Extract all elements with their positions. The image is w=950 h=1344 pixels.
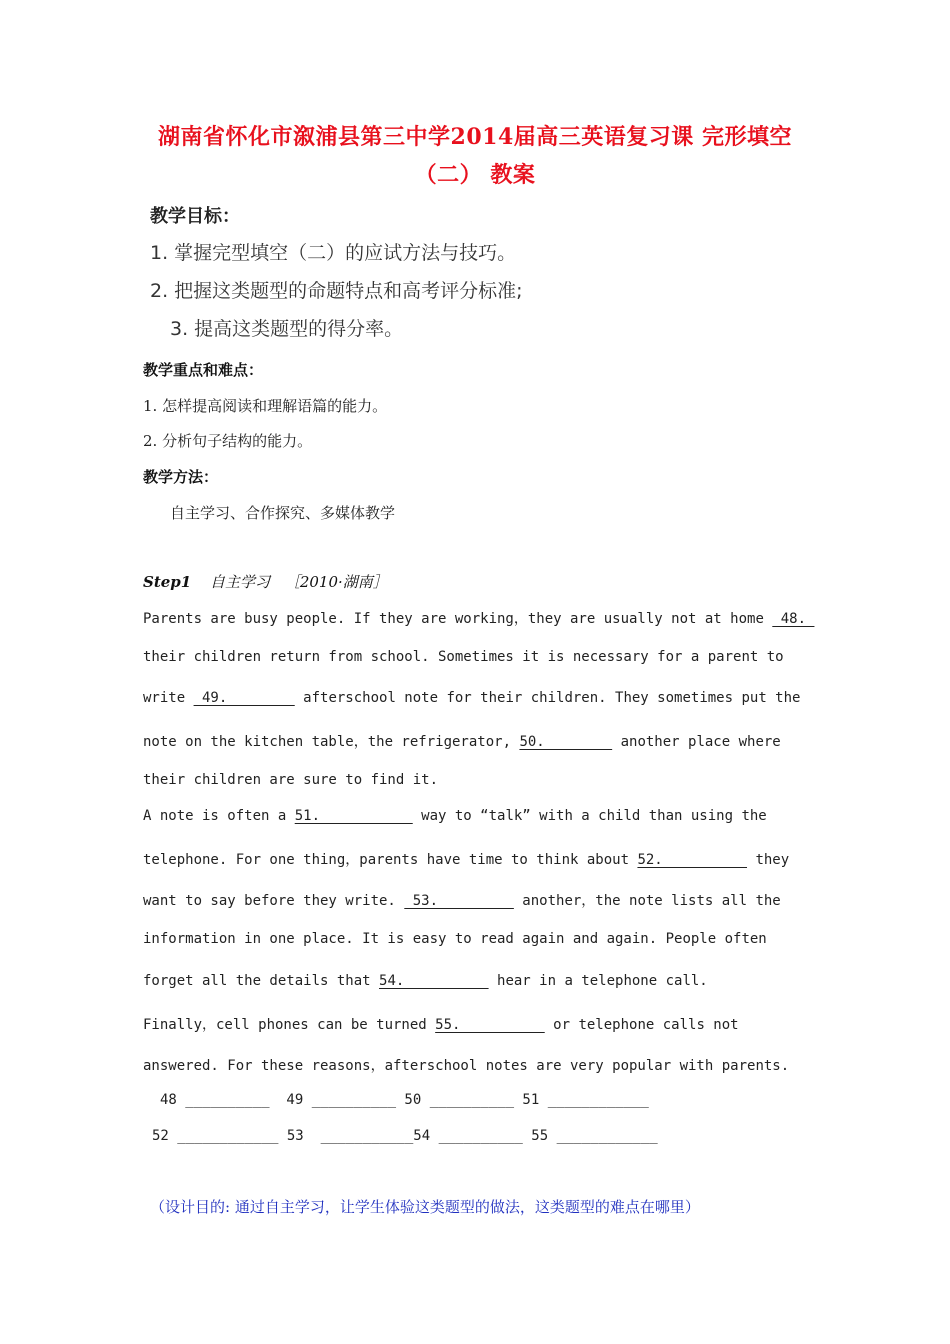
step1-source: ［2010·湖南］ <box>284 573 388 591</box>
blank-50: 50. <box>519 734 613 750</box>
blank-51: 51. <box>294 808 413 824</box>
answer-line-2: 52 ____________ 53 ___________54 __________ 55 ____________ <box>152 1128 658 1144</box>
key-point-item-2: 2. 分析句子结构的能力。 <box>143 432 313 450</box>
key-points-heading: 教学重点和难点： <box>143 361 264 379</box>
passage-line-10: forget all the details that 54. hear in a telephone call. <box>143 973 708 989</box>
step1-heading <box>143 571 388 592</box>
method-text: 自主学习、合作探究、多媒体教学 <box>170 504 396 522</box>
document-title-line-2: （二） 教案 <box>414 162 536 188</box>
blank-55: 55. <box>435 1017 545 1033</box>
step1-label: Step1 <box>143 573 192 591</box>
passage-line-12: answered. For these reasons，afterschool notes are very popular with parents. <box>143 1058 790 1074</box>
passage-line-2: their children return from school. Sometimes it is necessary for a parent to <box>143 649 784 665</box>
passage-line-6: A note is often a 51. way to “talk” with a child than using the <box>143 808 767 824</box>
passage-line-5: their children are sure to find it. <box>143 772 439 788</box>
answer-line-1: 48 __________ 49 __________ 50 __________ 51 ____________ <box>160 1092 649 1108</box>
method-heading: 教学方法： <box>143 468 219 486</box>
passage-line-7: telephone. For one thing，parents have time to think about 52. they <box>143 852 790 868</box>
key-point-item-1: 1. 怎样提高阅读和理解语篇的能力。 <box>143 397 388 415</box>
passage-line-3: write 49. afterschool note for their children. They sometimes put the <box>143 690 801 706</box>
objectives-heading: 教学目标： <box>150 206 240 227</box>
objective-item-1: 1. 掌握完型填空（二）的应试方法与技巧。 <box>150 242 517 264</box>
passage-line-8: want to say before they write. 53. another，the note lists all the <box>143 893 781 909</box>
blank-54: 54. <box>379 973 489 989</box>
step1-title: 自主学习 <box>210 573 271 591</box>
blank-48: 48. <box>772 611 815 627</box>
design-purpose-note: （设计目的: 通过自主学习，让学生体验这类题型的做法，这类题型的难点在哪里） <box>150 1198 700 1216</box>
passage-line-1: Parents are busy people. If they are working，they are usually not at home 48. <box>143 611 815 627</box>
objective-item-3: 3. 提高这类题型的得分率。 <box>170 318 404 340</box>
passage-line-9: information in one place. It is easy to read again and again. People often <box>143 931 767 947</box>
document-title-line-1: 湖南省怀化市溆浦县第三中学2014届高三英语复习课 完形填空 <box>158 124 792 150</box>
blank-52: 52. <box>637 852 748 868</box>
passage-line-4: note on the kitchen table，the refrigerator, 50. another place where <box>143 734 781 750</box>
objective-item-2: 2. 把握这类题型的命题特点和高考评分标准; <box>150 280 523 302</box>
blank-53: 53. <box>404 893 514 909</box>
passage-line-11: Finally，cell phones can be turned 55. or telephone calls not <box>143 1017 739 1033</box>
blank-49: 49. <box>193 690 295 706</box>
